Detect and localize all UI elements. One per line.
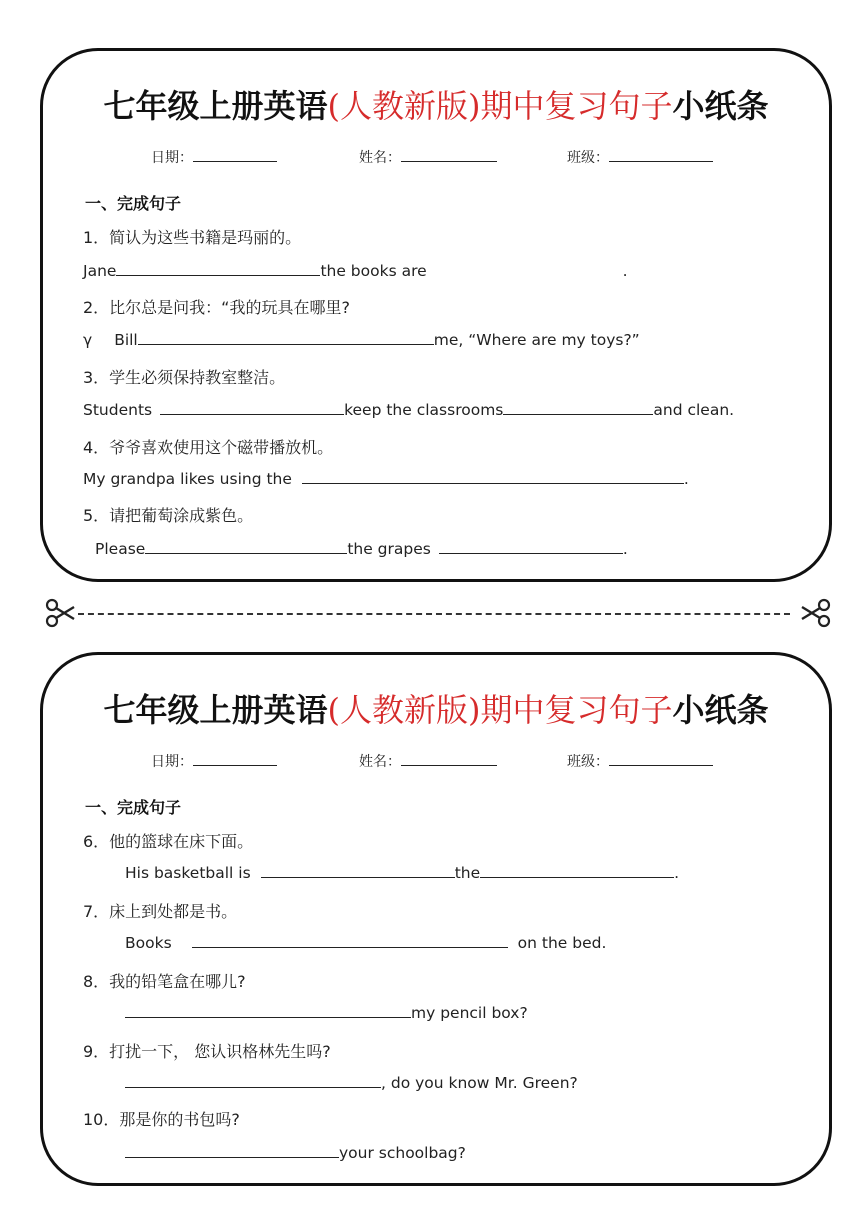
card-title xyxy=(43,81,829,127)
name-label: 姓名： xyxy=(359,150,401,166)
section-heading: 一、完成句子 xyxy=(85,194,182,213)
text-seg: . xyxy=(674,864,680,882)
exercise-card-bottom xyxy=(40,652,832,1186)
class-field xyxy=(567,751,713,771)
question-10-cn: 10．那是你的书包吗? xyxy=(83,1110,240,1129)
question-3-cn: 3．学生必须保持教室整洁。 xyxy=(83,368,286,387)
text-seg: Books xyxy=(125,934,172,952)
question-1-en xyxy=(83,261,628,280)
title-part-red: (人教新版)期中复习句子 xyxy=(327,691,673,729)
scissors-icon xyxy=(44,597,76,629)
question-10-en xyxy=(125,1143,466,1162)
name-blank[interactable] xyxy=(401,149,497,162)
answer-blank[interactable] xyxy=(125,1073,381,1088)
text-seg: My grandpa likes using the xyxy=(83,470,292,488)
question-8-cn: 8．我的铅笔盒在哪儿? xyxy=(83,972,246,991)
name-field xyxy=(359,147,497,167)
title-part-1: 七年级上册英语 xyxy=(103,87,328,125)
text-seg: . xyxy=(622,262,628,280)
class-blank[interactable] xyxy=(609,149,713,162)
question-3-en xyxy=(83,400,734,419)
name-blank[interactable] xyxy=(401,753,497,766)
class-blank[interactable] xyxy=(609,753,713,766)
name-field xyxy=(359,751,497,771)
answer-blank[interactable] xyxy=(138,330,434,345)
answer-blank[interactable] xyxy=(125,1143,339,1158)
answer-blank[interactable] xyxy=(116,261,320,276)
question-2-cn: 2．比尔总是问我：“我的玩具在哪里? xyxy=(83,298,350,317)
text-seg: my pencil box? xyxy=(411,1004,528,1022)
title-part-2: 小纸条 xyxy=(672,691,769,729)
cut-line xyxy=(78,613,790,615)
text-seg: Jane xyxy=(83,262,117,280)
class-label: 班级： xyxy=(567,754,609,770)
answer-blank[interactable] xyxy=(261,863,455,878)
date-field xyxy=(151,751,277,771)
question-1-cn: 1．简认为这些书籍是玛丽的。 xyxy=(83,228,302,247)
text-seg: , do you know Mr. Green? xyxy=(381,1074,578,1092)
text-seg: Please xyxy=(95,540,146,558)
name-label: 姓名： xyxy=(359,754,401,770)
question-7-en xyxy=(125,933,606,952)
question-9-en xyxy=(125,1073,578,1092)
text-seg: me, “Where are my toys?” xyxy=(433,331,640,349)
text-seg: . xyxy=(622,540,628,558)
text-seg: Bill xyxy=(114,331,138,349)
section-heading: 一、完成句子 xyxy=(85,798,182,817)
title-part-red: (人教新版)期中复习句子 xyxy=(327,87,673,125)
question-4-cn: 4．爷爷喜欢使用这个磁带播放机。 xyxy=(83,438,334,457)
question-7-cn: 7．床上到处都是书。 xyxy=(83,902,238,921)
answer-blank[interactable] xyxy=(160,400,344,415)
answer-blank[interactable] xyxy=(125,1003,411,1018)
text-seg: keep the classrooms xyxy=(344,401,504,419)
date-label: 日期： xyxy=(151,754,193,770)
date-field xyxy=(151,147,277,167)
answer-blank[interactable] xyxy=(302,469,684,484)
text-seg: the books are xyxy=(320,262,427,280)
text-seg: the xyxy=(454,864,481,882)
answer-blank[interactable] xyxy=(145,539,347,554)
question-2-en xyxy=(83,330,640,349)
text-seg: His basketball is xyxy=(125,864,251,882)
text-seg: the grapes xyxy=(347,540,431,558)
answer-blank[interactable] xyxy=(503,400,653,415)
text-seg: γ xyxy=(83,331,93,349)
text-seg: your schoolbag? xyxy=(339,1144,466,1162)
question-8-en xyxy=(125,1003,528,1022)
scissors-icon xyxy=(800,597,832,629)
question-5-en xyxy=(95,539,628,558)
answer-blank[interactable] xyxy=(439,539,623,554)
card-title xyxy=(43,685,829,731)
question-5-cn: 5．请把葡萄涂成紫色。 xyxy=(83,506,254,525)
class-label: 班级： xyxy=(567,150,609,166)
class-field xyxy=(567,147,713,167)
text-seg: and clean. xyxy=(653,401,735,419)
question-4-en xyxy=(83,469,689,488)
question-6-cn: 6．他的篮球在床下面。 xyxy=(83,832,254,851)
text-seg: Students xyxy=(83,401,153,419)
text-seg: on the bed. xyxy=(517,934,607,952)
date-blank[interactable] xyxy=(193,149,277,162)
question-9-cn: 9．打扰一下， 您认识格林先生吗? xyxy=(83,1042,331,1061)
exercise-card-top xyxy=(40,48,832,582)
answer-blank[interactable] xyxy=(480,863,674,878)
answer-blank[interactable] xyxy=(192,933,508,948)
question-6-en xyxy=(125,863,679,882)
date-blank[interactable] xyxy=(193,753,277,766)
title-part-2: 小纸条 xyxy=(672,87,769,125)
title-part-1: 七年级上册英语 xyxy=(103,691,328,729)
date-label: 日期： xyxy=(151,150,193,166)
text-seg: . xyxy=(683,470,689,488)
